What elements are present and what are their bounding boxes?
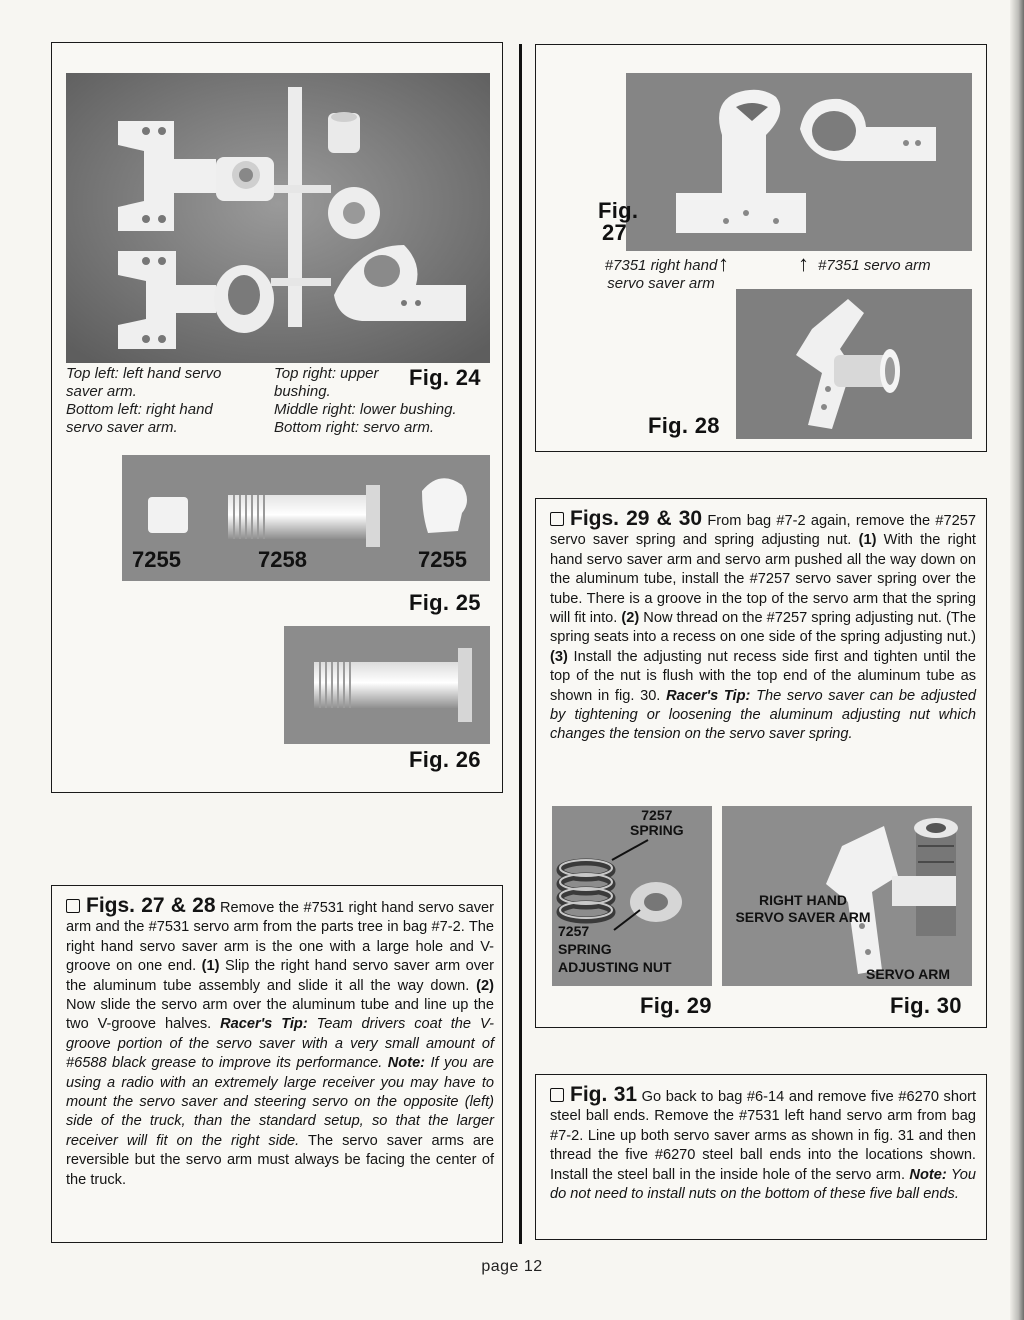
step-number: (2): [621, 610, 640, 627]
label-line: 7257: [641, 807, 673, 823]
page-edge-shadow: [1010, 0, 1024, 1320]
center-divider: [519, 44, 522, 1244]
fig-25-photo: [122, 455, 490, 581]
caption-line: Bottom left: right hand: [66, 401, 213, 418]
arrow-up-icon: ↑: [798, 251, 809, 276]
servo-saver-arm-label: [728, 892, 878, 926]
caption-line: #7351 right hand: [604, 257, 718, 274]
fig-30-photo: [722, 806, 972, 986]
fig-27-label-line: Fig.: [598, 198, 639, 223]
instructions-31-text: [550, 1085, 976, 1204]
note-label: Note:: [909, 1166, 947, 1183]
text-run: Now thread on the #7257 spring adjusting nut. (The spring seats into a recess on one side of the spring adjusting nut.): [550, 610, 976, 646]
figures-24-26-box: [51, 42, 503, 793]
adjusting-nut-label: [558, 922, 672, 976]
caption-line: saver arm.: [66, 383, 137, 400]
fig-27-label: [598, 200, 638, 244]
step-number: (3): [550, 648, 568, 665]
fig-29-label: Fig. 29: [640, 993, 712, 1018]
fig-26-photo: [284, 626, 490, 744]
racers-tip-label: Racer's Tip:: [220, 1016, 308, 1033]
instructions-31-box: [535, 1074, 987, 1240]
instructions-29-30-text: [550, 509, 976, 745]
label-line: ADJUSTING NUT: [558, 959, 672, 975]
spring-label: [630, 808, 684, 838]
racers-tip-text: Team drivers coat the V-groove portion of the servo saver with a very small amount of #6588 black grease to improve its performance.: [66, 1016, 494, 1072]
caption-line: Bottom right: servo arm.: [274, 419, 435, 436]
page-number: page 12: [481, 1258, 543, 1275]
fig-28-label: Fig. 28: [648, 413, 720, 438]
fig-24-label: Fig. 24: [409, 365, 481, 390]
caption-line: Middle right: lower bushing.: [274, 401, 457, 418]
note-text: You do not need to install nuts on the bottom of these five ball ends.: [550, 1166, 976, 1203]
fig-26-label: Fig. 26: [409, 747, 481, 772]
label-line: SERVO SAVER ARM: [735, 909, 871, 925]
part-label-7255-left: 7255: [132, 547, 181, 572]
fig-30-label: Fig. 30: [890, 993, 962, 1018]
fig-29-photo: [552, 806, 712, 986]
fig-25-label: Fig. 25: [409, 590, 481, 615]
part-label-7255-right: 7255: [418, 547, 467, 572]
label-line: SPRING: [558, 941, 612, 957]
fig-24-caption-left: [66, 365, 266, 437]
caption-line: bushing.: [274, 383, 331, 400]
fig-27-label-line: 27: [602, 220, 628, 245]
note-label: Note:: [387, 1055, 426, 1072]
caption-line: Top right: upper: [274, 365, 379, 382]
text-run: Now slide the servo arm over the aluminum tube and line up the two V-groove halves.: [66, 997, 494, 1033]
checkbox-icon[interactable]: [66, 899, 80, 913]
part-label-7258: 7258: [258, 547, 307, 572]
step-number: (2): [476, 977, 494, 994]
checkbox-icon[interactable]: [550, 1088, 564, 1102]
racers-tip-text: The servo saver can be adjusted by tightening or loosening the aluminum adjusting nut which changes the tension on the servo saver spring.: [550, 687, 976, 743]
text-run: From bag #7-2 again, remove the #7257 servo saver spring and spring adjusting nut.: [550, 513, 976, 549]
step-heading: Fig. 31: [570, 1083, 638, 1106]
racers-tip-label: Racer's Tip:: [666, 687, 751, 704]
text-run: The servo saver arms are reversible but the servo arm must always be facing the center of the truck.: [66, 1132, 494, 1188]
note-text: If you are using a radio with an extremely large receiver you may have to mount the servo saver and steering servo on the opposite (left) side of the truck, than the standard setup, so that the larger receiver will fit on the right side.: [66, 1055, 494, 1149]
label-line: SPRING: [630, 822, 684, 838]
text-run: Slip the right hand servo saver arm over the aluminum tube assembly and slide it all the way down.: [66, 958, 495, 994]
step-heading: Figs. 29 & 30: [570, 507, 703, 530]
fig-27-photo: [626, 73, 972, 251]
fig-27-caption-right: #7351 servo arm: [818, 257, 931, 274]
label-line: RIGHT HAND: [759, 892, 847, 908]
step-heading: Figs. 27 & 28: [86, 894, 216, 917]
checkbox-icon[interactable]: [550, 512, 564, 526]
fig-24-photo: [66, 73, 490, 363]
caption-line: servo saver arm.: [66, 419, 178, 436]
text-run: Go back to bag #6-14 and remove five #6270 short steel ball ends. Remove the #7531 left hand servo arm from bag #7-2. Line up both servo saver arms as shown in fig. 31 and then thread the five #6270 steel ball ends into the locations shown. Install the steel ball in the inside hole of the servo arm.: [550, 1089, 976, 1183]
label-line: 7257: [558, 923, 590, 939]
caption-line: servo saver arm: [607, 275, 715, 292]
caption-line: Top left: left hand servo: [66, 365, 222, 382]
step-number: (1): [858, 532, 877, 549]
figures-27-28-box: [535, 44, 987, 452]
step-number: (1): [201, 958, 220, 975]
text-run: Remove the #7531 right hand servo saver arm and the #7531 servo arm from the parts tree in bag #7-2. The right hand servo saver arm is the one with a large hole and V-groove on one end.: [66, 900, 494, 975]
instructions-27-28-box: [51, 885, 503, 1243]
instructions-29-30-box: [535, 498, 987, 1028]
instructions-27-28-text: [66, 896, 494, 1190]
text-run: Install the adjusting nut recess side first and tighten until the top of the nut is flush with the top end of the aluminum tube as shown in fig. 30.: [550, 648, 976, 704]
fig-28-photo: [736, 289, 972, 439]
text-run: With the right hand servo saver arm and servo arm pushed all the way down on the aluminum tube, install the #7257 servo saver spring over the tube. There is a groove in the top of the servo arm that the spring will fit into.: [550, 532, 976, 627]
arrow-up-icon: ↑: [718, 251, 729, 276]
servo-arm-label: SERVO ARM: [866, 966, 951, 982]
